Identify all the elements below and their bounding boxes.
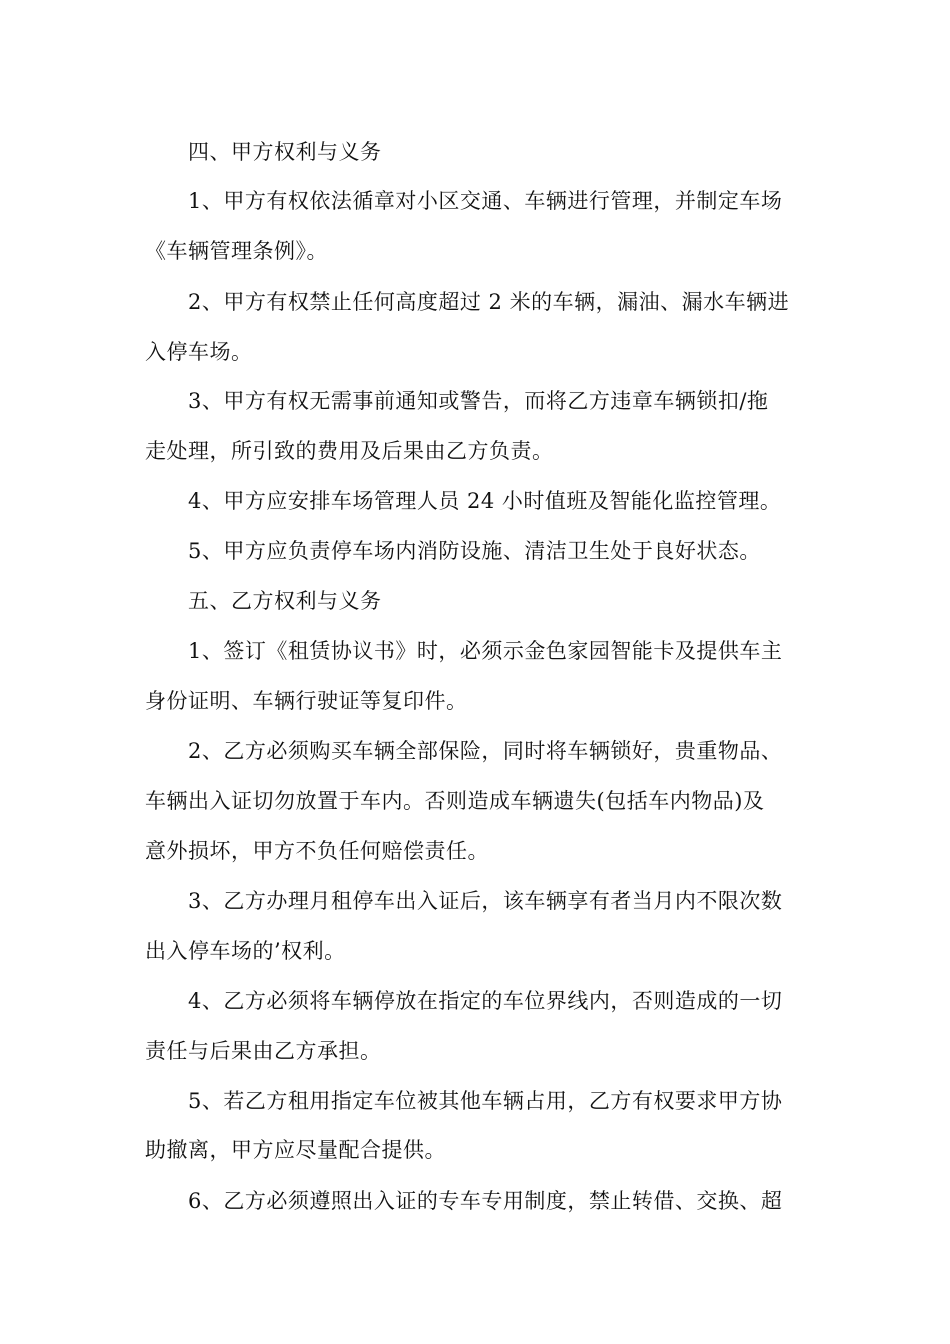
clause-a3-line1: 3、甲方有权无需事前通知或警告，而将乙方违章车辆锁扣/拖 (188, 389, 769, 413)
clause-b3-line2: 出入停车场的’权利。 (145, 939, 346, 963)
clause-b6-line1: 6、乙方必须遵照出入证的专车专用制度，禁止转借、交换、超 (188, 1189, 783, 1213)
clause-a1-line1: 1、甲方有权依法循章对小区交通、车辆进行管理，并制定车场 (188, 189, 783, 213)
clause-b1-line1: 1、签订《租赁协议书》时，必须示金色家园智能卡及提供车主 (188, 639, 783, 663)
section-heading-party-a: 四、甲方权利与义务 (188, 140, 382, 164)
section-heading-party-b: 五、乙方权利与义务 (188, 589, 382, 613)
clause-b4-line2: 责任与后果由乙方承担。 (145, 1039, 382, 1063)
clause-b3-line1: 3、乙方办理月租停车出入证后，该车辆享有者当月内不限次数 (188, 889, 783, 913)
clause-b1-line2: 身份证明、车辆行驶证等复印件。 (145, 689, 468, 713)
clause-b2-line3: 意外损坏，甲方不负任何赔偿责任。 (145, 839, 489, 863)
clause-a3-line2: 走处理，所引致的费用及后果由乙方负责。 (145, 439, 554, 463)
clause-b4-line1: 4、乙方必须将车辆停放在指定的车位界线内，否则造成的一切 (188, 989, 783, 1013)
clause-a5-line1: 5、甲方应负责停车场内消防设施、清洁卫生处于良好状态。 (188, 539, 761, 563)
clause-b5-line2: 助撤离，甲方应尽量配合提供。 (145, 1138, 446, 1162)
clause-a2-line2: 入停车场。 (145, 340, 253, 364)
clause-b5-line1: 5、若乙方租用指定车位被其他车辆占用，乙方有权要求甲方协 (188, 1089, 783, 1113)
clause-b2-line2: 车辆出入证切勿放置于车内。否则造成车辆遗失(包括车内物品)及 (145, 789, 765, 813)
clause-b2-line1: 2、乙方必须购买车辆全部保险，同时将车辆锁好，贵重物品、 (188, 739, 783, 763)
clause-a4-line1: 4、甲方应安排车场管理人员 24 小时值班及智能化监控管理。 (188, 489, 782, 513)
clause-a1-line2: 《车辆管理条例》。 (145, 239, 328, 263)
clause-a2-line1: 2、甲方有权禁止任何高度超过 2 米的车辆，漏油、漏水车辆进 (188, 290, 790, 314)
